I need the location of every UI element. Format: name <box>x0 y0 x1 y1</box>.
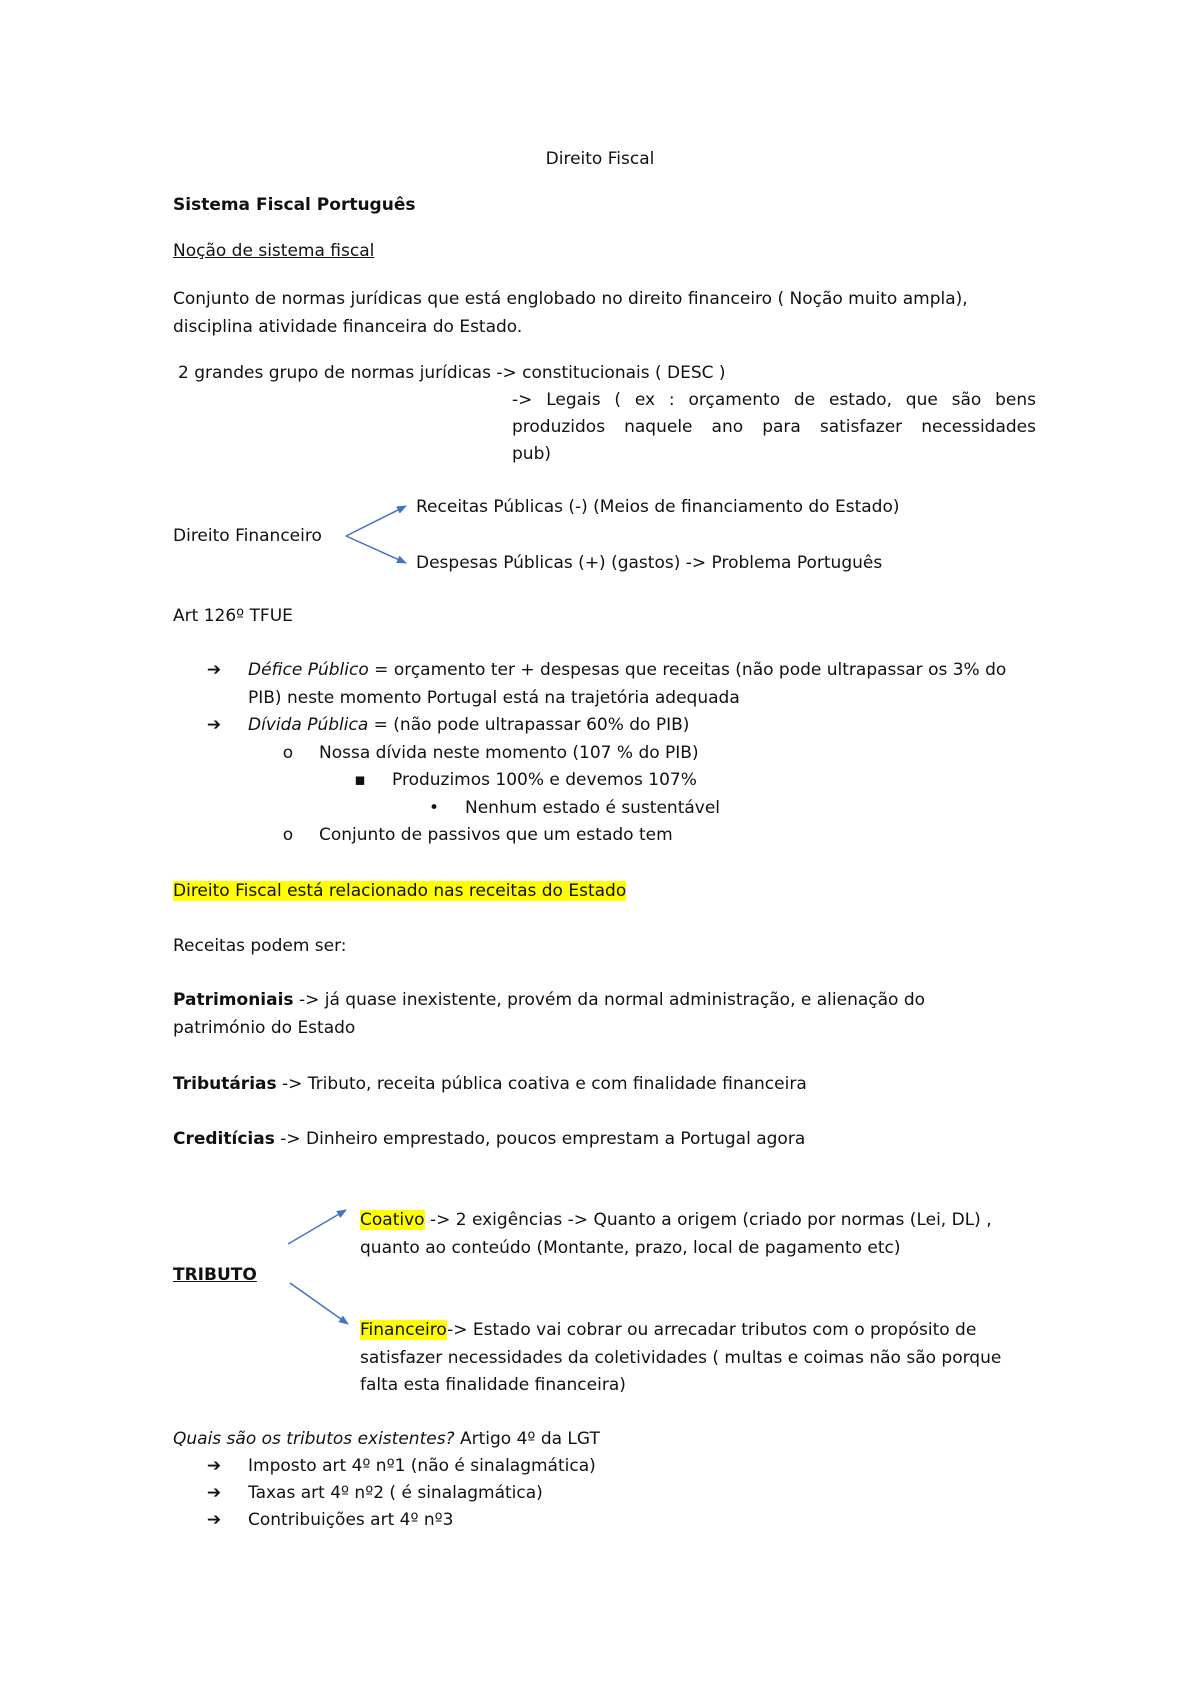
quais-line <box>173 1428 600 1450</box>
sub-item-divida: Nossa dívida neste momento (107 % do PIB) <box>319 743 699 763</box>
sub-sub-sub-item: Nenhum estado é sustentável <box>465 798 721 818</box>
arrow-to-financeiro <box>290 1283 348 1324</box>
tributo-label: TRIBUTO <box>173 1265 257 1285</box>
arrow-bullet-icon: ➔ <box>206 660 222 680</box>
receitas-publicas: Receitas Públicas (-) (Meios de financiamento do Estado) <box>416 497 900 517</box>
page-title: Direito Fiscal <box>545 149 655 169</box>
patrimoniais-text: -> já quase inexistente, provém da normal administração, e alienação do <box>293 990 926 1010</box>
divida-line <box>248 714 689 736</box>
tributarias-term: Tributárias <box>173 1074 277 1094</box>
crediticias-term: Creditícias <box>173 1129 275 1149</box>
defice-text: = orçamento ter + despesas que receitas (não pode ultrapassar os 3% do <box>368 660 1007 680</box>
tributarias-line <box>173 1073 807 1095</box>
arrow-to-despesas <box>346 536 406 563</box>
defice-line-2: PIB) neste momento Portugal está na trajetória adequada <box>248 688 740 708</box>
direito-financeiro-label: Direito Financeiro <box>173 526 322 546</box>
legais-line-2: produzidos naquele ano para satisfazer necessidades <box>512 417 1036 437</box>
defice-line-1 <box>248 659 1006 681</box>
crediticias-text: -> Dinheiro emprestado, poucos emprestam a Portugal agora <box>274 1129 806 1149</box>
intro-line-2: disciplina atividade financeira do Estado. <box>173 317 523 337</box>
highlighted-text: Direito Fiscal está relacionado nas receitas do Estado <box>173 881 627 901</box>
sub-item-passivos: Conjunto de passivos que um estado tem <box>319 825 673 845</box>
dot-bullet-icon: • <box>428 798 440 818</box>
sub-sub-item: Produzimos 100% e devemos 107% <box>392 770 697 790</box>
arrow-bullet-icon: ➔ <box>206 1483 222 1503</box>
arrow-bullet-icon: ➔ <box>206 715 222 735</box>
arrow-to-receitas <box>346 506 406 536</box>
financeiro-line-2: satisfazer necessidades da coletividades ( multas e coimas não são porque <box>360 1348 1002 1368</box>
despesas-publicas: Despesas Públicas (+) (gastos) -> Problema Português <box>416 553 883 573</box>
coativo-line-2: quanto ao conteúdo (Montante, prazo, local de pagamento etc) <box>360 1238 901 1258</box>
coativo-text: -> 2 exigências -> Quanto a origem (criado por normas (Lei, DL) , <box>424 1210 992 1230</box>
list-item-imposto: Imposto art 4º nº1 (não é sinalagmática) <box>248 1456 596 1476</box>
circle-bullet-icon: o <box>282 825 294 845</box>
patrimoniais-term: Patrimoniais <box>173 990 294 1010</box>
coativo-term: Coativo <box>360 1210 425 1230</box>
financeiro-term: Financeiro <box>360 1320 448 1340</box>
circle-bullet-icon: o <box>282 743 294 763</box>
financeiro-text: -> Estado vai cobrar ou arrecadar tributos com o propósito de <box>447 1320 977 1340</box>
financeiro-line-1 <box>360 1319 976 1341</box>
square-bullet-icon: ▪ <box>354 770 366 790</box>
intro-line-1: Conjunto de normas jurídicas que está englobado no direito financeiro ( Noção muito ampla), <box>173 289 968 309</box>
arrow-bullet-icon: ➔ <box>206 1510 222 1530</box>
patrimoniais-line-1 <box>173 989 925 1011</box>
quais-question: Quais são os tributos existentes? <box>173 1429 455 1449</box>
subheading: Noção de sistema fiscal <box>173 241 375 261</box>
patrimoniais-line-2: património do Estado <box>173 1018 356 1038</box>
art-126: Art 126º TFUE <box>173 606 293 626</box>
section-heading: Sistema Fiscal Português <box>173 195 416 215</box>
tributarias-text: -> Tributo, receita pública coativa e com finalidade financeira <box>276 1074 807 1094</box>
quais-text: Artigo 4º da LGT <box>454 1429 600 1449</box>
arrow-to-coativo <box>288 1210 346 1244</box>
list-item-taxas: Taxas art 4º nº2 ( é sinalagmática) <box>248 1483 543 1503</box>
receitas-podem: Receitas podem ser: <box>173 936 347 956</box>
groups-line: 2 grandes grupo de normas jurídicas -> constitucionais ( DESC ) <box>178 363 726 383</box>
legais-line-3: pub) <box>512 444 551 464</box>
highlight-line <box>173 880 626 902</box>
divida-text: = (não pode ultrapassar 60% do PIB) <box>368 715 690 735</box>
divida-term: Dívida Pública <box>248 715 369 735</box>
coativo-line-1 <box>360 1209 992 1231</box>
arrow-bullet-icon: ➔ <box>206 1456 222 1476</box>
list-item-contribuicoes: Contribuições art 4º nº3 <box>248 1510 454 1530</box>
financeiro-line-3: falta esta finalidade financeira) <box>360 1375 626 1395</box>
crediticias-line <box>173 1128 805 1150</box>
legais-line-1: -> Legais ( ex : orçamento de estado, que são bens <box>512 390 1036 410</box>
defice-term: Défice Público <box>248 660 369 680</box>
